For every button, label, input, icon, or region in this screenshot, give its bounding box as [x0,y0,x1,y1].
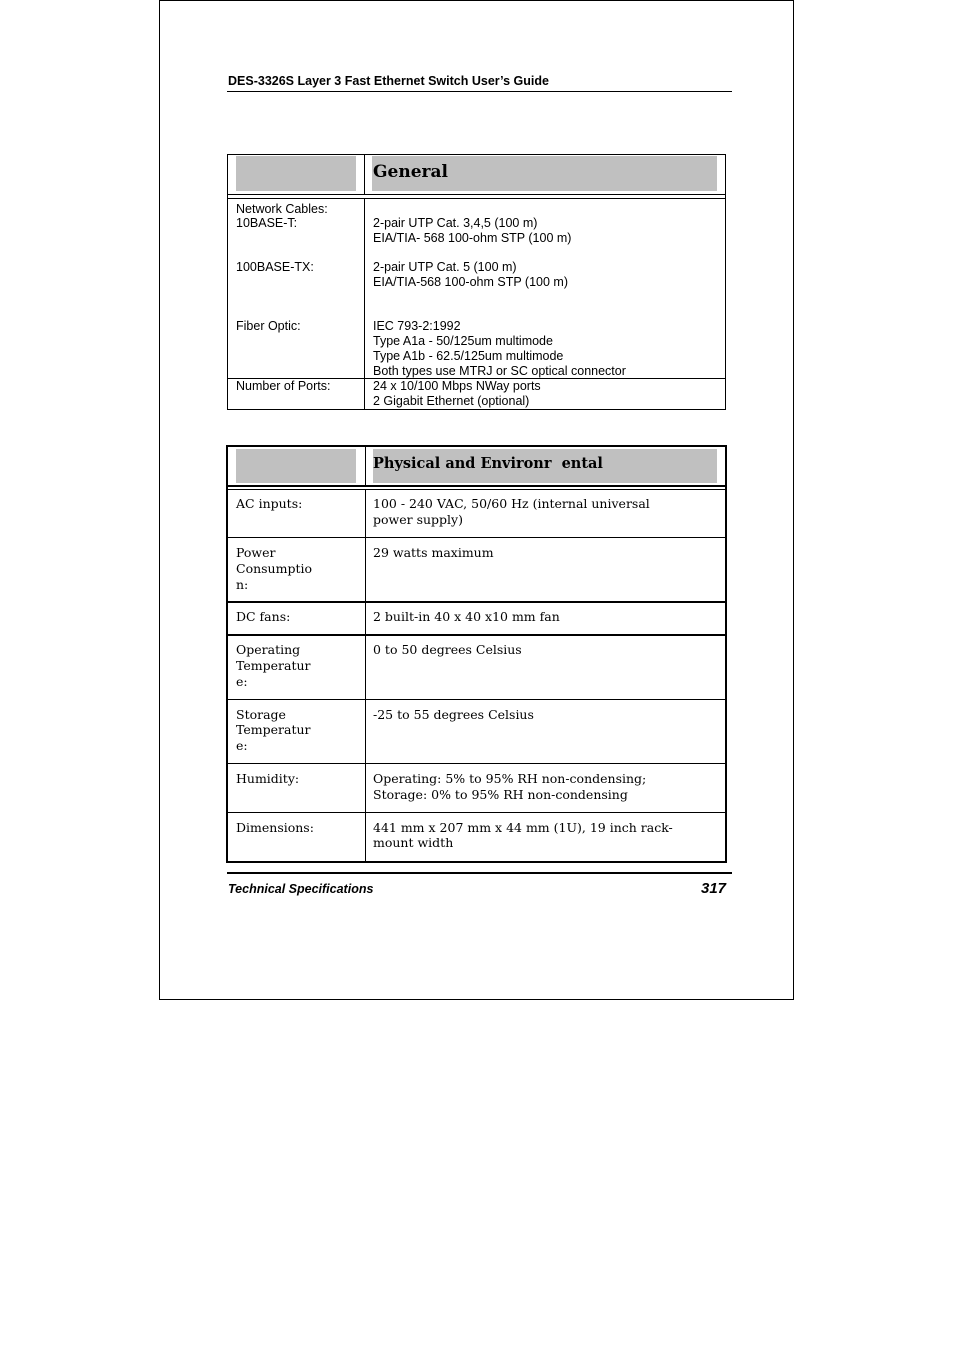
footer-section-title: Technical Specifications [228,882,374,896]
ac-inputs-value-line: power supply) [373,512,463,527]
storage-temperature-label-line: e: [236,738,248,753]
row-divider [228,699,725,700]
operating-temperature-label-line: Operating [236,642,301,657]
storage-temperature-label-line: Temperatur [236,722,311,737]
base-t-label: 10BASE-T: [236,216,298,230]
humidity-value-line: Storage: 0% to 95% RH non-condensing [373,787,628,802]
general-spec-table [227,154,726,410]
dimensions-value-line: mount width [373,835,454,850]
storage-temperature-value: -25 to 55 degrees Celsius [373,707,534,722]
power-consumption-label-line: Consumptio [236,561,313,576]
dc-fans-value: 2 built-in 40 x 40 x10 mm fan [373,609,560,624]
fiber-optic-label: Fiber Optic: [236,319,301,333]
header-divider [365,447,366,485]
header-divider [364,155,365,195]
row-divider [228,812,725,813]
header-rule-bottom [228,198,725,199]
operating-temperature-value: 0 to 50 degrees Celsius [373,642,522,657]
document-header-title: DES-3326S Layer 3 Fast Ethernet Switch User’s Guide [228,74,549,88]
power-consumption-value: 29 watts maximum [373,545,494,560]
column-divider [365,489,366,861]
general-table-header [228,155,725,196]
fiber-value-line: Both types use MTRJ or SC optical connector [373,364,626,378]
storage-temperature-label-line: Storage [236,707,286,722]
general-table-title: General [373,162,448,182]
operating-temperature-label-line: Temperatur [236,658,311,673]
dimensions-label: Dimensions: [236,820,314,835]
ac-inputs-value-line: 100 - 240 VAC, 50/60 Hz (internal universal [373,496,650,511]
header-rule [227,91,732,92]
row-divider [228,601,725,603]
fiber-value-line: IEC 793-2:1992 [373,319,461,333]
row-divider [228,763,725,764]
number-of-ports-label: Number of Ports: [236,379,331,393]
base-tx-label: 100BASE-TX: [236,260,314,274]
ac-inputs-label: AC inputs: [236,496,303,511]
row-divider [228,634,725,636]
base-tx-value-line: EIA/TIA-568 100-ohm STP (100 m) [373,275,568,289]
fiber-value-line: Type A1a - 50/125um multimode [373,334,553,348]
page-number: 317 [701,880,727,897]
dc-fans-label: DC fans: [236,609,291,624]
dimensions-value-line: 441 mm x 207 mm x 44 mm (1U), 19 inch rack- [373,820,673,835]
base-t-value-line: 2-pair UTP Cat. 3,4,5 (100 m) [373,216,538,230]
ports-value-line: 24 x 10/100 Mbps NWay ports [373,379,541,393]
physical-environmental-spec-table [226,445,727,863]
ports-value-line: 2 Gigabit Ethernet (optional) [373,394,530,408]
humidity-label: Humidity: [236,771,300,786]
header-shade-left [236,449,356,483]
row-divider [228,537,725,538]
power-consumption-label-line: n: [236,577,249,592]
footer-rule [227,872,732,874]
fiber-value-line: Type A1b - 62.5/125um multimode [373,349,564,363]
operating-temperature-label-line: e: [236,674,248,689]
humidity-value-line: Operating: 5% to 95% RH non-condensing; [373,771,647,786]
header-rule-bottom [228,489,725,490]
base-tx-value-line: 2-pair UTP Cat. 5 (100 m) [373,260,517,274]
physical-table-title: Physical and Environr ental [373,455,603,472]
header-rule-top [228,485,725,487]
power-consumption-label-line: Power [236,545,276,560]
header-rule-top [228,194,725,195]
network-cables-label: Network Cables: [236,202,328,216]
base-t-value-line: EIA/TIA- 568 100-ohm STP (100 m) [373,231,572,245]
header-shade-left [236,156,356,191]
